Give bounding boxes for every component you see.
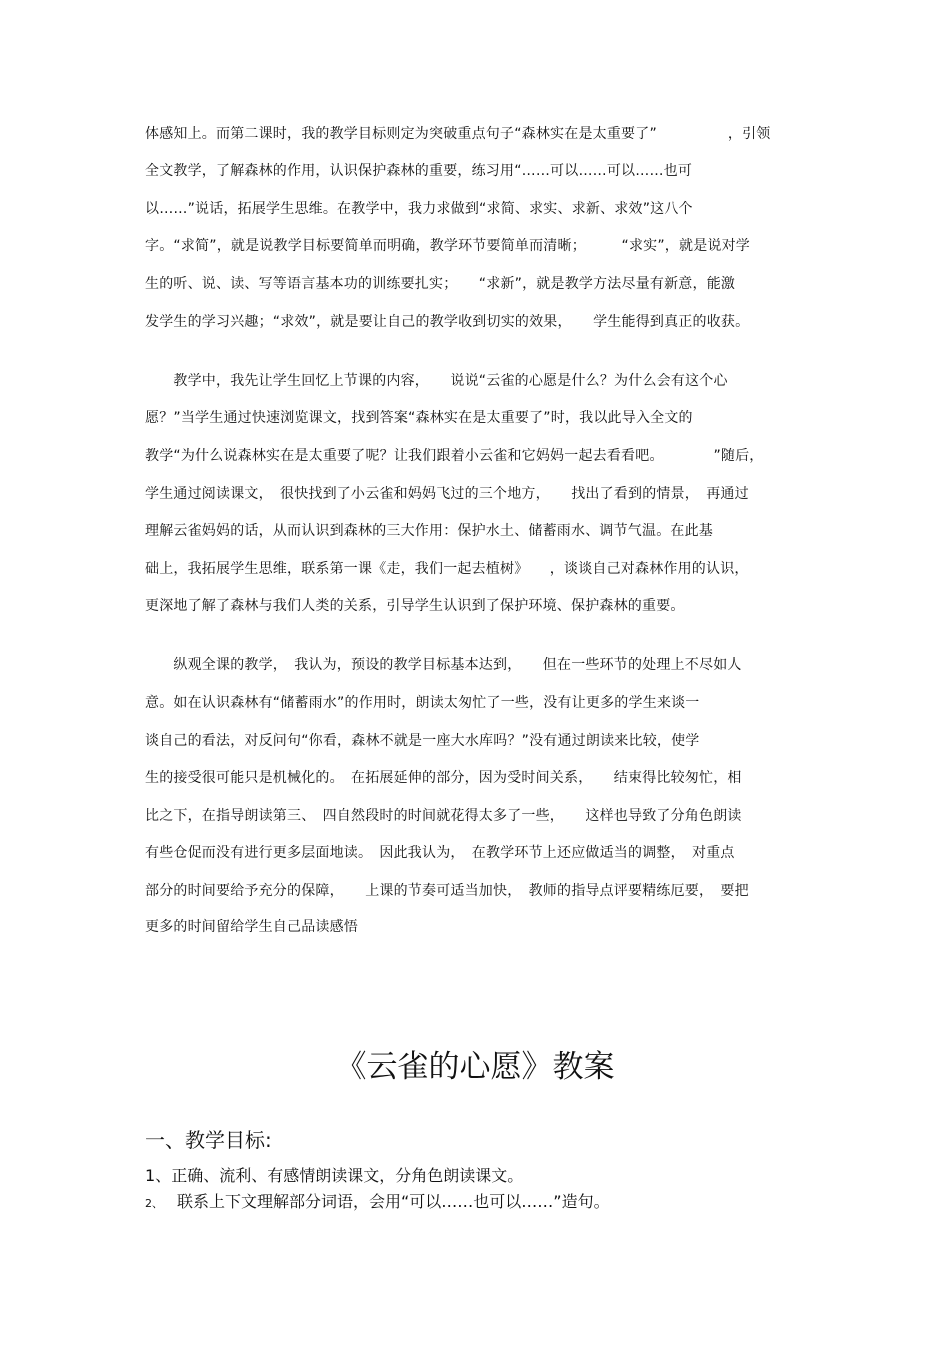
paragraph1-line: 字。“求简”，就是说教学目标要简单而明确，教学环节要简单而清晰； “求实”，就是说对学 bbox=[145, 238, 751, 254]
paragraph3-line: 部分的时间要给予充分的保障， 上课的节奏可适当加快， 教师的指导点评要精练厄要， 要把 bbox=[145, 883, 749, 899]
objective-text: 正确、流利、有感情朗读课文，分角色朗读课文。 bbox=[171, 1166, 524, 1185]
paragraph2-line: 理解云雀妈妈的话，从而认识到森林的三大作用：保护水土、储蓄雨水、调节气温。在此基 bbox=[145, 523, 713, 539]
paragraph2-line: 愿？”当学生通过快速浏览课文，找到答案“森林实在是太重要了”时，我以此导入全文的 bbox=[145, 410, 693, 426]
objective-item bbox=[145, 1165, 523, 1187]
objective-item bbox=[145, 1191, 610, 1215]
paragraph2-line: 学生通过阅读课文， 很快找到了小云雀和妈妈飞过的三个地方， 找出了看到的情景， 再通过 bbox=[145, 486, 749, 502]
objective-text: 联系上下文理解部分词语，会用“可以……也可以……”造句。 bbox=[177, 1192, 610, 1211]
paragraph2-line: 础上，我拓展学生思维，联系第一课《走，我们一起去植树》 ，谈谈自己对森林作用的认识， bbox=[145, 561, 749, 577]
paragraph2-line: 教学中，我先让学生回忆上节课的内容， 说说“云雀的心愿是什么？为什么会有这个心 bbox=[145, 373, 728, 389]
paragraph1-line: 发学生的学习兴趣；“求效”，就是要让自己的教学收到切实的效果， 学生能得到真正的收获。 bbox=[145, 314, 750, 330]
objective-number: 1、 bbox=[145, 1166, 172, 1185]
document-title: 《云雀的心愿》教案 bbox=[335, 1049, 615, 1085]
paragraph3-line: 谈自己的看法，对反问句“你看，森林不就是一座大水库吗？”没有通过朗读来比较，使学 bbox=[145, 733, 700, 749]
paragraph1-line: 全文教学，了解森林的作用，认识保护森林的重要，练习用“……可以……可以……也可 bbox=[145, 163, 693, 179]
paragraph3-line: 纵观全课的教学， 我认为，预设的教学目标基本达到， 但在一些环节的处理上不尽如人 bbox=[145, 657, 742, 673]
paragraph1-line: 以……”说话，拓展学生思维。在教学中，我力求做到“求简、求实、求新、求效”这八个 bbox=[145, 201, 693, 217]
objective-number: 2、 bbox=[145, 1197, 163, 1210]
paragraph3-line: 比之下，在指导朗读第三、 四自然段时的时间就花得太多了一些， 这样也导致了分角色朗读 bbox=[145, 808, 742, 824]
section-heading: 一、教学目标: bbox=[145, 1128, 272, 1152]
paragraph2-line: 教学“为什么说森林实在是太重要了呢？让我们跟着小云雀和它妈妈一起去看看吧。 ”随后， bbox=[145, 448, 764, 464]
paragraph3-line: 更多的时间留给学生自己品读感悟 bbox=[145, 919, 358, 935]
paragraph3-line: 意。如在认识森林有“储蓄雨水”的作用时，朗读太匆忙了一些，没有让更多的学生来谈一 bbox=[145, 695, 700, 711]
paragraph2-line: 更深地了解了森林与我们人类的关系，引导学生认识到了保护环境、保护森林的重要。 bbox=[145, 598, 685, 614]
paragraph1-line: 生的听、说、读、写等语言基本功的训练要扎实； “求新”，就是教学方法尽量有新意，能激 bbox=[145, 276, 736, 292]
paragraph3-line: 生的接受很可能只是机械化的。 在拓展延伸的部分，因为受时间关系， 结束得比较匆忙，相 bbox=[145, 770, 742, 786]
paragraph1-line: 体感知上。而第二课时，我的教学目标则定为突破重点句子“森林实在是太重要了” ，引领 bbox=[145, 126, 771, 142]
paragraph3-line: 有些仓促而没有进行更多层面地读。 因此我认为， 在教学环节上还应做适当的调整， 对重点 bbox=[145, 845, 735, 861]
